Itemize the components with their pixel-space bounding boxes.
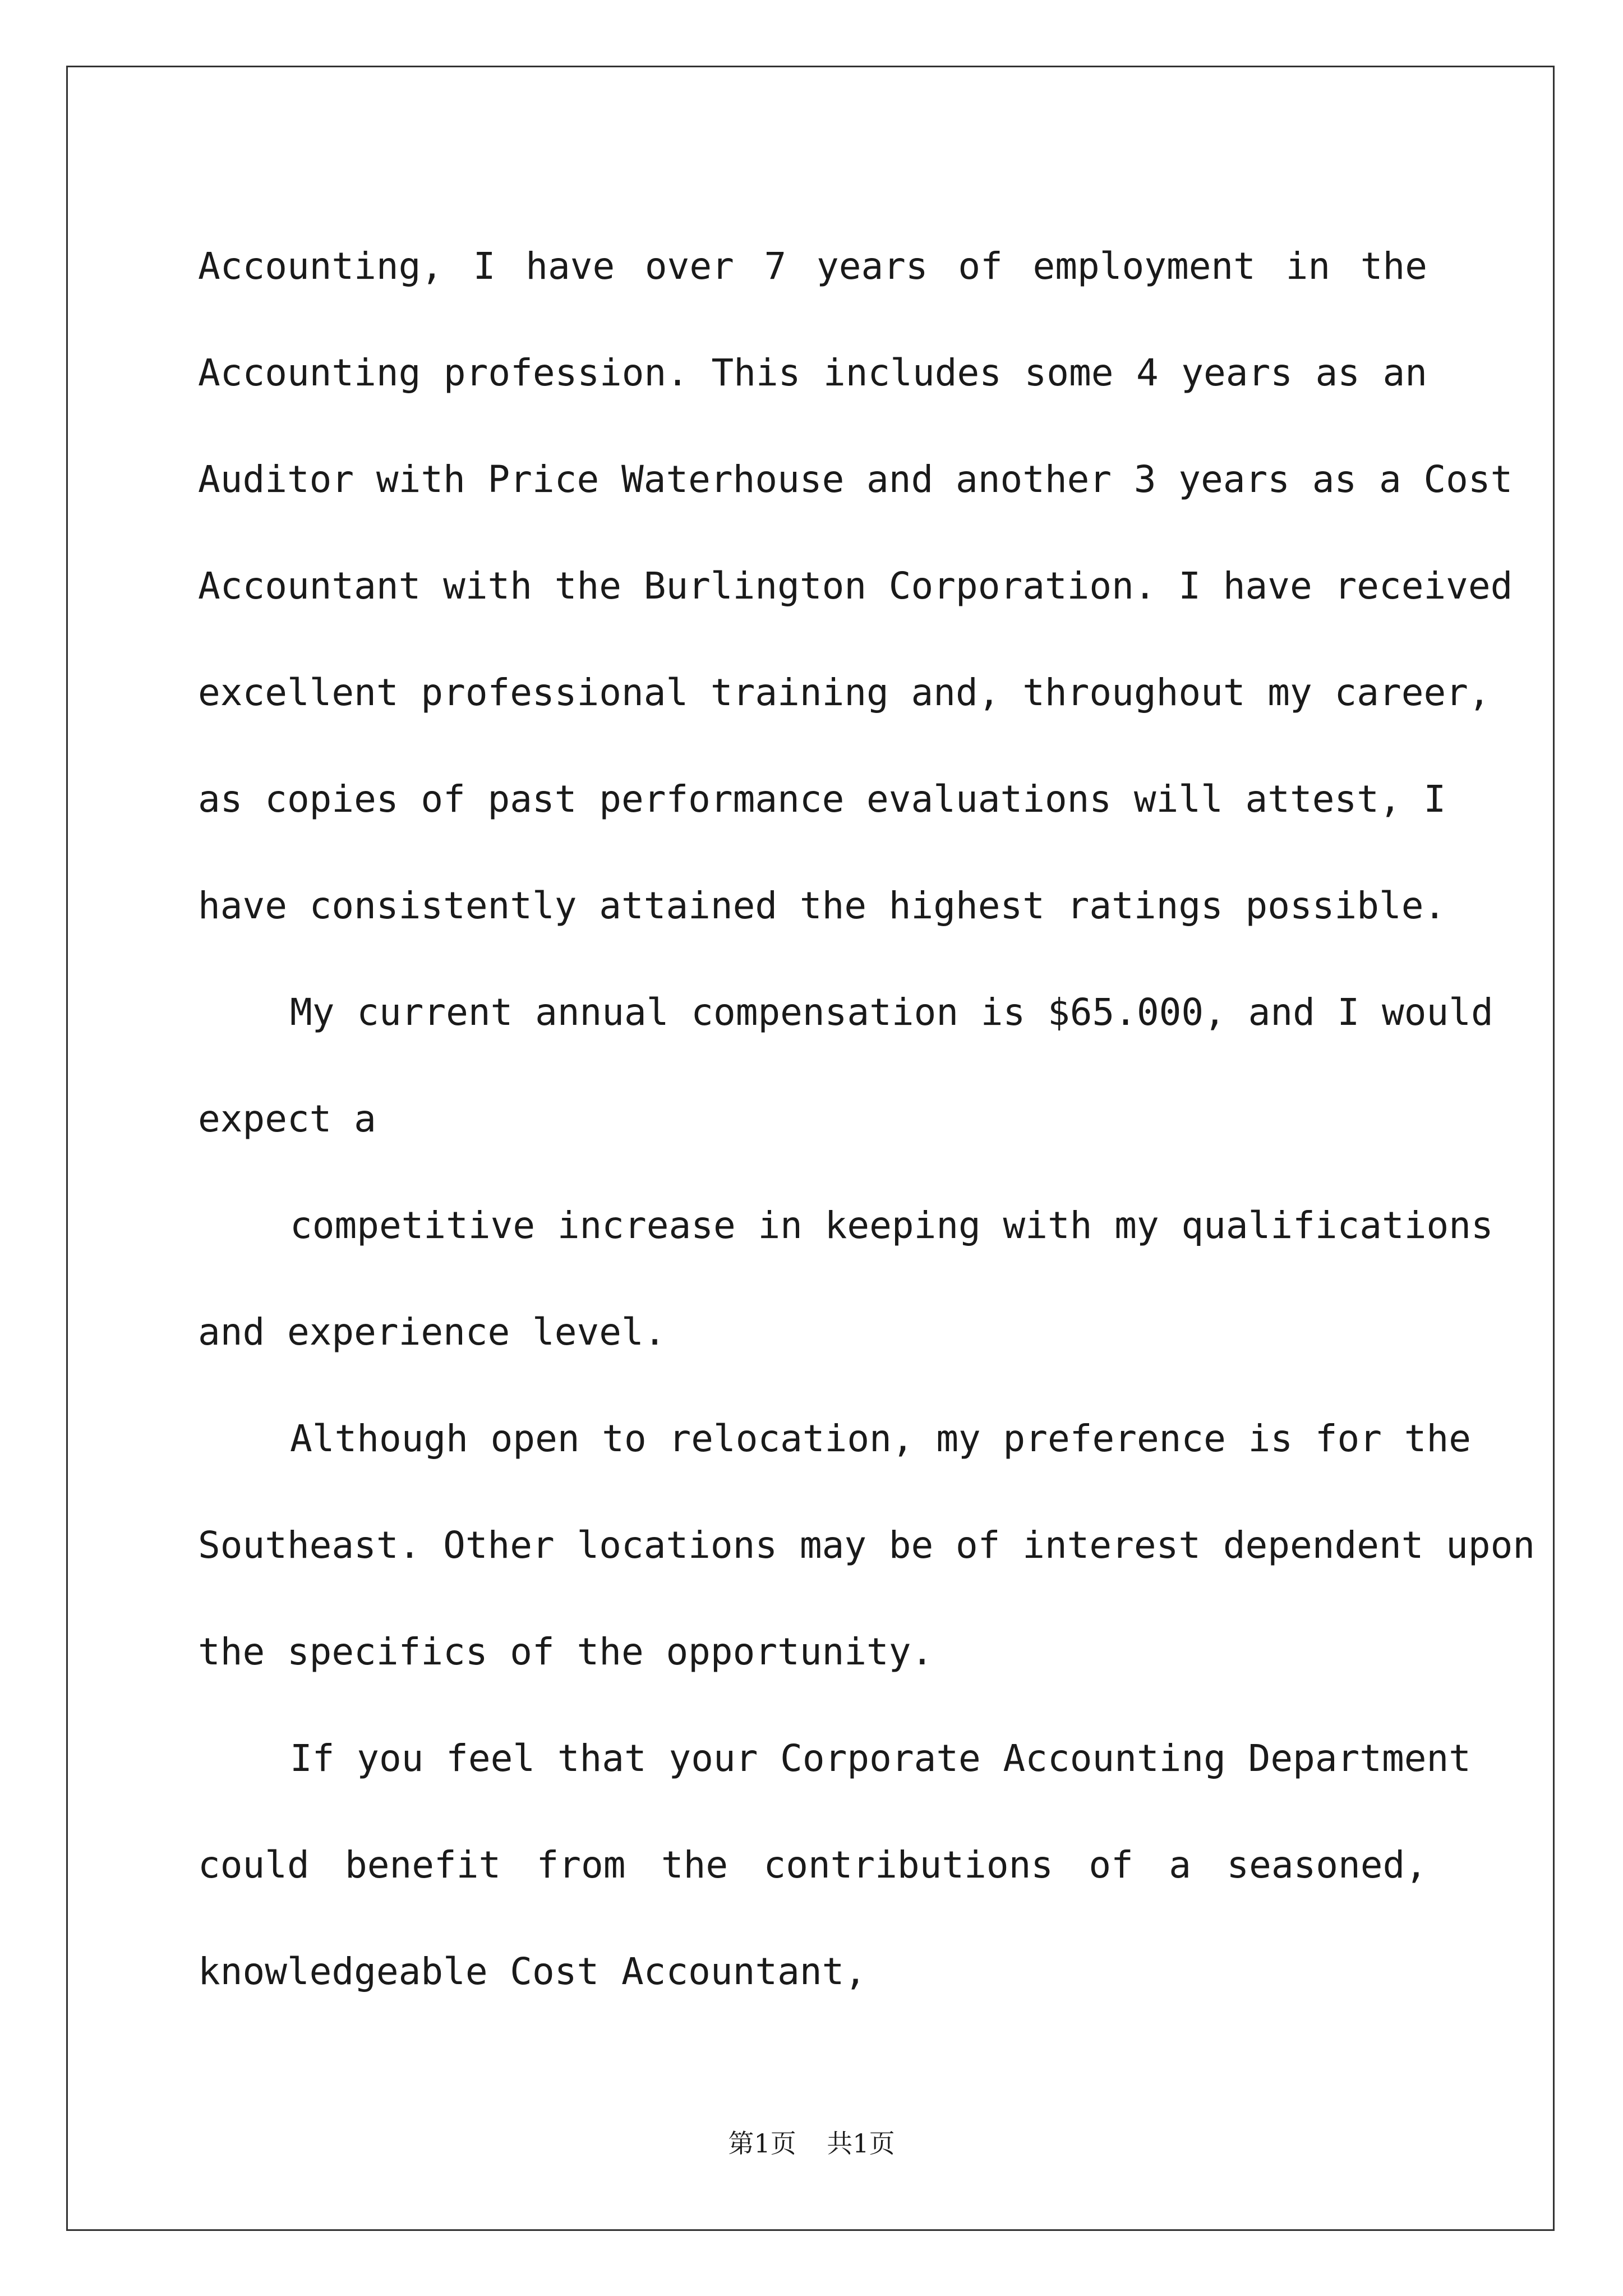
page-number-footer: 第1页 共1页 xyxy=(728,2128,895,2159)
text-line: expect a xyxy=(198,1097,376,1140)
text-line: as copies of past performance evaluations will attest, I xyxy=(198,777,1446,821)
text-line: If you feel that your Corporate Accounting Department xyxy=(290,1737,1471,1780)
text-line: the specifics of the opportunity. xyxy=(198,1630,934,1673)
text-line: Although open to relocation, my preference is for the xyxy=(290,1417,1471,1460)
text-line: Accounting profession. This includes some 4 years as an xyxy=(198,351,1427,394)
text-line: excellent professional training and, throughout my career, xyxy=(198,671,1491,714)
text-line: My current annual compensation is $65.000, and I would xyxy=(290,991,1493,1034)
text-line: and experience level. xyxy=(198,1310,666,1354)
text-line: Accountant with the Burlington Corporation. I have received xyxy=(198,564,1513,608)
document-body xyxy=(198,213,1536,2025)
text-line: could benefit from the contributions of a seasoned, xyxy=(198,1843,1427,1887)
text-line: knowledgeable Cost Accountant, xyxy=(198,1950,867,1993)
text-line: Accounting, I have over 7 years of employment in the xyxy=(198,245,1427,288)
text-line: have consistently attained the highest ratings possible. xyxy=(198,884,1446,927)
text-line: Auditor with Price Waterhouse and another 3 years as a Cost xyxy=(198,458,1513,501)
text-line: Southeast. Other locations may be of interest dependent upon xyxy=(198,1524,1536,1567)
text-line: competitive increase in keeping with my qualifications xyxy=(290,1204,1493,1247)
